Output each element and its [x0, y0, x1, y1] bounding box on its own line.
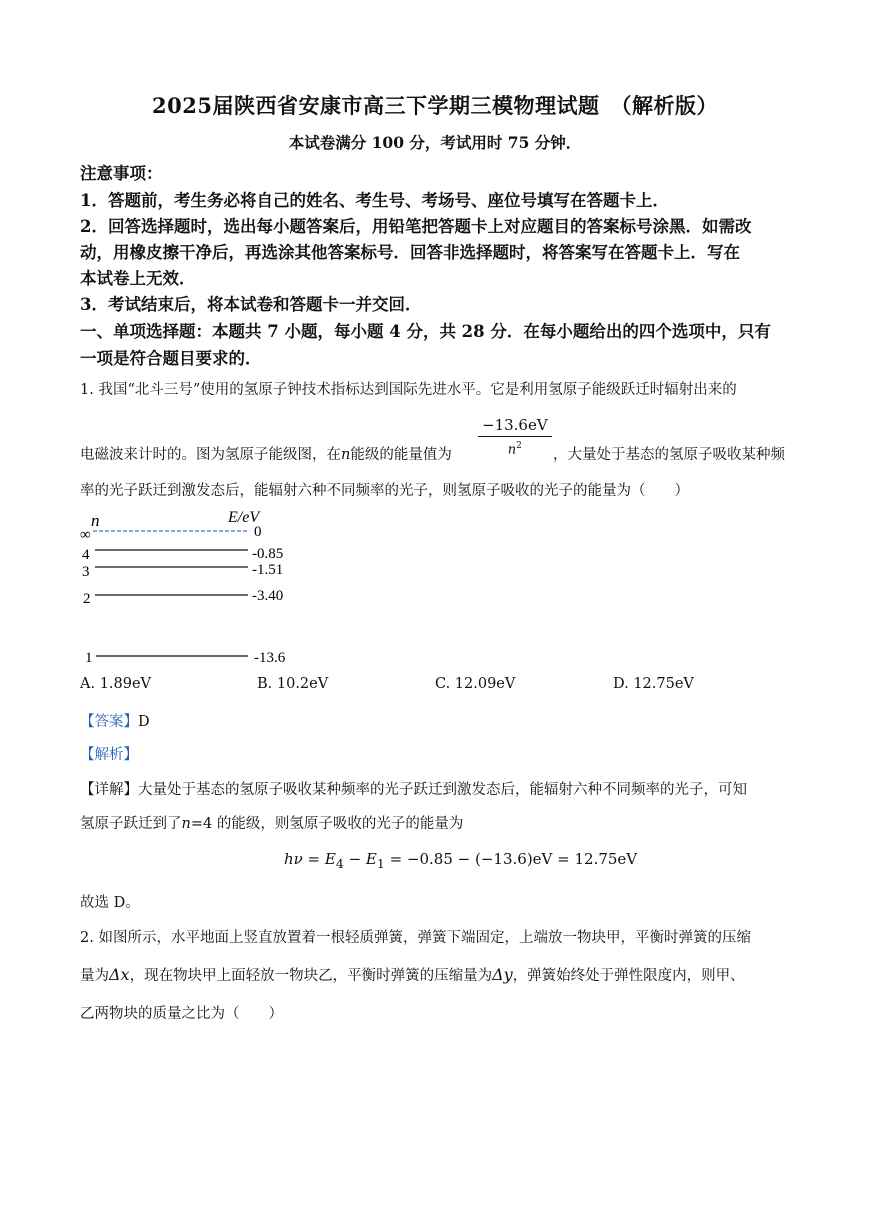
q1-answer	[80, 710, 150, 731]
q2-text: ，弹簧始终处于弹性限度内，则甲、	[512, 968, 745, 984]
q2-text: 量为	[80, 968, 109, 984]
level-4-e: -0.85	[252, 546, 284, 562]
level-4-n: 4	[82, 547, 90, 563]
q1-option-b: B. 10.2eV	[257, 676, 329, 692]
q1-stem-line-2-end: ，大量处于基态的氢原子吸收某种频	[553, 447, 785, 463]
q1-stem-text: 电磁波来计时的。图为氢原子能级图，在	[80, 447, 341, 463]
detail-var-n: n	[181, 816, 191, 832]
q1-stem-line-1: 1. 我国“北斗三号”使用的氢原子钟技术指标达到国际先进水平。它是利用氢原子能级跃迁时辐射出来的	[80, 382, 737, 398]
diagram-n-label: n	[91, 511, 100, 530]
analysis-tag: 【解析】	[80, 747, 138, 763]
section-heading-line-1: 一、单项选择题：本题共 7 小题，每小题 4 分，共 28 分．在每小题给出的四个选项中，只有	[80, 322, 771, 341]
q1-detail-line-2	[80, 812, 463, 833]
notice-item-2-line-3: 本试卷上无效．	[80, 269, 196, 288]
fraction-exponent: 2	[516, 441, 522, 451]
fraction-var-n: n	[507, 442, 517, 458]
level-3-n: 3	[82, 564, 90, 580]
answer-value: D	[138, 714, 150, 730]
q2-text: ，现在物块甲上面轻放一物块乙，平衡时弹簧的压缩量为	[129, 968, 493, 984]
notice-item-2-line-2: 动，用橡皮擦干净后，再选涂其他答案标号．回答非选择题时，将答案写在答题卡上．写在	[80, 243, 740, 262]
q1-option-d: D. 12.75eV	[613, 676, 694, 692]
energy-level-diagram	[78, 508, 318, 668]
section-heading-line-2: 一项是符合题目要求的．	[80, 349, 262, 368]
notice-heading: 注意事项：	[80, 164, 163, 183]
page-title: 2025届陕西省安康市高三下学期三模物理试题 （解析版）	[152, 93, 718, 118]
detail-text: 氢原子跃迁到了	[80, 816, 182, 832]
fraction-numerator: −13.6eV	[478, 416, 552, 437]
q1-option-c: C. 12.09eV	[435, 676, 516, 692]
level-inf-e: 0	[254, 524, 262, 540]
q1-var-n: n	[341, 447, 351, 463]
q2-delta-y: Δy	[492, 965, 513, 984]
answer-tag: 【答案】	[80, 714, 138, 730]
energy-formula-fraction	[478, 416, 552, 457]
detail-text: =4 的能级，则氢原子吸收的光子的能量为	[190, 816, 464, 832]
q2-stem-line-3: 乙两物块的质量之比为（ ）	[80, 1006, 283, 1022]
q2-stem-line-1: 2. 如图所示，水平地面上竖直放置着一根轻质弹簧，弹簧下端固定，上端放一物块甲，平衡时弹簧的压缩	[80, 930, 751, 946]
level-inf-n: ∞	[80, 527, 91, 543]
q1-conclusion: 故选 D。	[80, 895, 140, 911]
level-3-e: -1.51	[252, 562, 284, 578]
q1-equation: $h\nu = E_4 - E_1 = -0.85 - (-13.6)eV = 12.75eV$	[284, 850, 638, 871]
notice-item-1: 1．答题前，考生务必将自己的姓名、考生号、考场号、座位号填写在答题卡上．	[80, 191, 669, 210]
notice-item-3: 3．考试结束后，将本试卷和答题卡一并交回．	[80, 295, 422, 314]
q1-stem-text: 能级的能量值为	[350, 447, 452, 463]
q1-detail-line-1	[80, 778, 747, 799]
level-2-e: -3.40	[252, 588, 284, 604]
page-subtitle: 本试卷满分 100 分，考试用时 75 分钟．	[288, 133, 582, 152]
equation-rhs: = −0.85 − (−13.6)eV = 12.75eV	[389, 850, 638, 868]
diagram-e-label: E/eV	[228, 509, 260, 526]
detail-text: 大量处于基态的氢原子吸收某种频率的光子跃迁到激发态后，能辐射六种不同频率的光子，可知	[138, 782, 747, 798]
q2-stem-line-2	[80, 964, 745, 985]
q1-stem-line-3: 率的光子跃迁到激发态后，能辐射六种不同频率的光子，则氢原子吸收的光子的能量为（ ）	[80, 483, 689, 499]
detail-tag: 【详解】	[80, 782, 138, 798]
level-2-n: 2	[83, 591, 91, 607]
notice-item-2-line-1: 2．回答选择题时，选出每小题答案后，用铅笔把答题卡上对应题目的答案标号涂黑．如需改	[80, 217, 752, 236]
q2-delta-x: Δx	[109, 965, 130, 984]
fraction-denominator	[478, 437, 552, 457]
q1-stem-line-2	[80, 443, 452, 464]
q1-option-a: A. 1.89eV	[80, 676, 152, 692]
level-1-e: -13.6	[254, 650, 286, 666]
level-1-n: 1	[85, 650, 93, 666]
